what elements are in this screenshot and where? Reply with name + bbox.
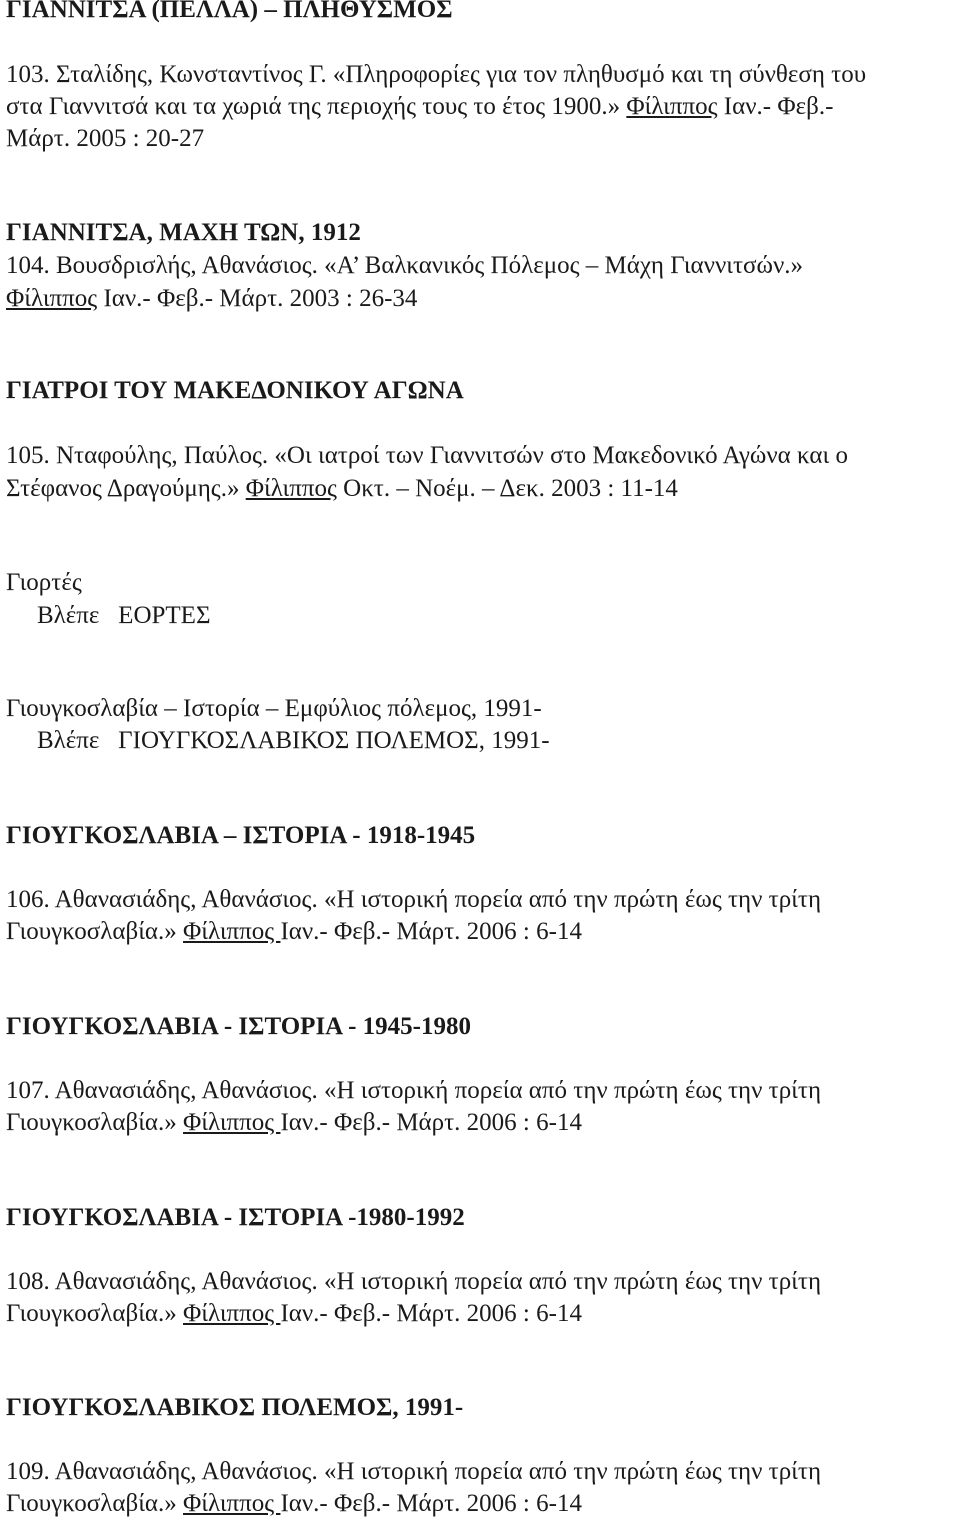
entry-text: Γιουγκοσλαβία.» bbox=[6, 1300, 184, 1327]
section-heading: ΓΙΑΤΡΟΙ ΤΟΥ ΜΑΚΕΔΟΝΙΚΟΥ ΑΓΩΝΑ bbox=[6, 377, 464, 404]
entry-line: 108. Αθανασιάδης, Αθανάσιος. «Η ιστορική πορεία από την πρώτη έως την τρίτη bbox=[6, 1268, 822, 1295]
entry-line bbox=[6, 1107, 582, 1139]
journal-link[interactable]: Φίλιππος bbox=[183, 1300, 281, 1327]
section-heading: ΓΙΟΥΓΚΟΣΛΑΒΙΚΟΣ ΠΟΛΕΜΟΣ, 1991- bbox=[6, 1394, 464, 1421]
journal-link[interactable]: Φίλιππος bbox=[183, 918, 281, 945]
index-term: Γιουγκοσλαβία – Ιστορία – Εμφύλιος πόλεμος, 1991- bbox=[6, 695, 542, 722]
section-heading: ΓΙΟΥΓΚΟΣΛΑΒΙΑ - ΙΣΤΟΡΙΑ - 1945-1980 bbox=[6, 1013, 472, 1040]
entry-line: 109. Αθανασιάδης, Αθανάσιος. «Η ιστορική πορεία από την πρώτη έως την τρίτη bbox=[6, 1458, 822, 1485]
journal-link[interactable]: Φίλιππος bbox=[183, 1490, 281, 1517]
journal-link[interactable]: Φίλιππος bbox=[626, 93, 718, 120]
journal-link[interactable]: Φίλιππος bbox=[183, 1109, 281, 1136]
entry-text: Στέφανος Δραγούμης.» bbox=[6, 475, 246, 502]
entry-line: Μάρτ. 2005 : 20-27 bbox=[6, 125, 205, 152]
section-heading: ΓΙΑΝΝΙΤΣΑ (ΠΕΛΛΑ) – ΠΛΗΘΥΣΜΟΣ bbox=[6, 0, 453, 23]
entry-text: Ιαν.- Φεβ.- Μάρτ. 2003 : 26-34 bbox=[97, 285, 418, 312]
section-heading: ΓΙΟΥΓΚΟΣΛΑΒΙΑ - ΙΣΤΟΡΙΑ -1980-1992 bbox=[6, 1204, 465, 1231]
journal-link[interactable]: Φίλιππος bbox=[245, 475, 337, 502]
see-reference bbox=[37, 725, 550, 757]
entry-line bbox=[6, 1488, 582, 1520]
entry-text: Γιουγκοσλαβία.» bbox=[6, 918, 184, 945]
see-label: Βλέπε bbox=[37, 602, 100, 629]
entry-text: Ιαν.- Φεβ.- Μάρτ. 2006 : 6-14 bbox=[280, 1300, 582, 1327]
entry-text: Ιαν.- Φεβ.- Μάρτ. 2006 : 6-14 bbox=[280, 918, 582, 945]
entry-text: στα Γιαννιτσά και τα χωριά της περιοχής τους το έτος 1900.» bbox=[6, 93, 627, 120]
journal-link[interactable]: Φίλιππος bbox=[6, 285, 98, 312]
see-reference bbox=[37, 600, 211, 632]
entry-line bbox=[6, 916, 582, 948]
entry-text: Γιουγκοσλαβία.» bbox=[6, 1490, 184, 1517]
see-target[interactable]: ΓΙΟΥΓΚΟΣΛΑΒΙΚΟΣ ΠΟΛΕΜΟΣ, 1991- bbox=[118, 727, 550, 754]
entry-text: Γιουγκοσλαβία.» bbox=[6, 1109, 184, 1136]
entry-line bbox=[6, 91, 833, 123]
section-heading: ΓΙΑΝΝΙΤΣΑ, ΜΑΧΗ ΤΩΝ, 1912 bbox=[6, 219, 361, 246]
entry-line bbox=[6, 1298, 582, 1330]
entry-text: Οκτ. – Νοέμ. – Δεκ. 2003 : 11-14 bbox=[336, 475, 678, 502]
index-term: Γιορτές bbox=[6, 569, 82, 596]
see-target[interactable]: ΕΟΡΤΕΣ bbox=[118, 602, 211, 629]
entry-line: 104. Βουσδρισλής, Αθανάσιος. «Α’ Βαλκανικός Πόλεμος – Μάχη Γιαννιτσών.» bbox=[6, 252, 804, 279]
entry-line bbox=[6, 283, 417, 315]
entry-line: 103. Σταλίδης, Κωνσταντίνος Γ. «Πληροφορίες για τον πληθυσμό και τη σύνθεση του bbox=[6, 61, 867, 88]
entry-line bbox=[6, 473, 678, 505]
see-label: Βλέπε bbox=[37, 727, 100, 754]
entry-text: Ιαν.- Φεβ.- Μάρτ. 2006 : 6-14 bbox=[280, 1109, 582, 1136]
section-heading: ΓΙΟΥΓΚΟΣΛΑΒΙΑ – ΙΣΤΟΡΙΑ - 1918-1945 bbox=[6, 822, 476, 849]
entry-text: Ιαν.- Φεβ.- Μάρτ. 2006 : 6-14 bbox=[280, 1490, 582, 1517]
entry-line: 106. Αθανασιάδης, Αθανάσιος. «Η ιστορική πορεία από την πρώτη έως την τρίτη bbox=[6, 886, 822, 913]
entry-line: 105. Νταφούλης, Παύλος. «Οι ιατροί των Γιαννιτσών στο Μακεδονικό Αγώνα και ο bbox=[6, 442, 848, 469]
entry-text: Ιαν.- Φεβ.- bbox=[717, 93, 834, 120]
entry-line: 107. Αθανασιάδης, Αθανάσιος. «Η ιστορική πορεία από την πρώτη έως την τρίτη bbox=[6, 1077, 822, 1104]
